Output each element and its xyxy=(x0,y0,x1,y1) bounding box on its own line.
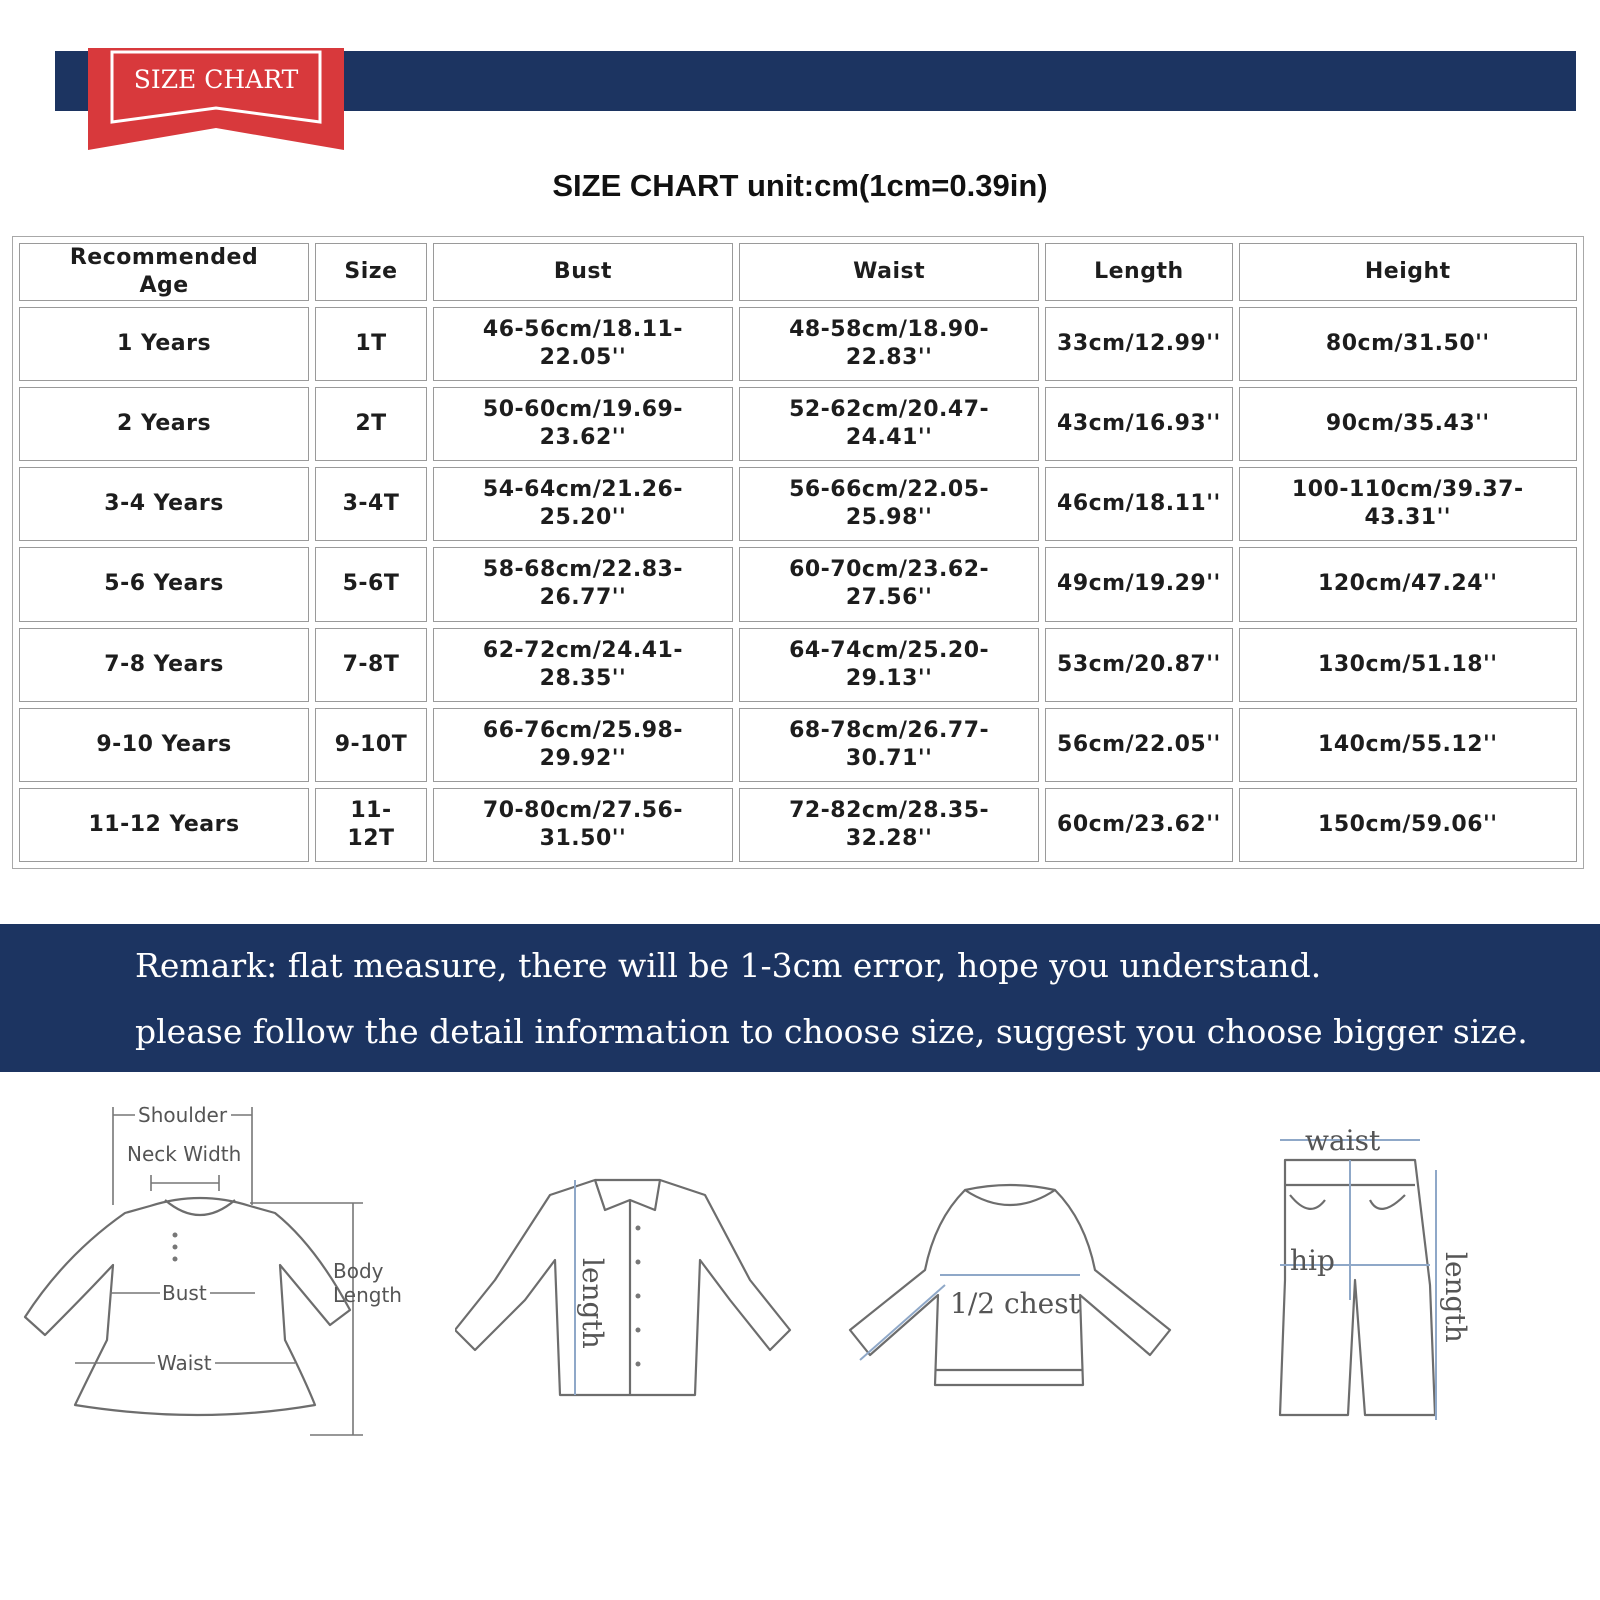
shirt-length-label: length xyxy=(576,1258,609,1349)
header-waist: Waist xyxy=(739,243,1039,301)
cell-length: 56cm/22.05'' xyxy=(1045,708,1232,782)
cell-height: 140cm/55.12'' xyxy=(1239,708,1577,782)
pants-length-label: length xyxy=(1439,1252,1472,1343)
cell-age: 2 Years xyxy=(19,387,309,461)
cell-age: 5-6 Years xyxy=(19,547,309,621)
cell-waist: 60-70cm/23.62-27.56'' xyxy=(739,547,1039,621)
cell-length: 53cm/20.87'' xyxy=(1045,628,1232,702)
pants-icon xyxy=(1260,1120,1500,1440)
cell-length: 49cm/19.29'' xyxy=(1045,547,1232,621)
remark-line-2: please follow the detail information to choose size, suggest you choose bigger size. xyxy=(135,1012,1528,1051)
cell-bust: 50-60cm/19.69-23.62'' xyxy=(433,387,733,461)
cell-size: 11-12T xyxy=(315,788,427,862)
cell-height: 150cm/59.06'' xyxy=(1239,788,1577,862)
cell-age: 7-8 Years xyxy=(19,628,309,702)
cell-waist: 68-78cm/26.77-30.71'' xyxy=(739,708,1039,782)
cell-height: 90cm/35.43'' xyxy=(1239,387,1577,461)
header-length: Length xyxy=(1045,243,1232,301)
shoulder-label: Shoulder xyxy=(138,1103,228,1127)
cell-size: 2T xyxy=(315,387,427,461)
waist-label: Waist xyxy=(157,1351,212,1375)
cell-size: 5-6T xyxy=(315,547,427,621)
table-row xyxy=(19,788,1577,862)
cell-height: 100-110cm/39.37-43.31'' xyxy=(1239,467,1577,541)
cell-length: 33cm/12.99'' xyxy=(1045,307,1232,381)
cell-bust: 62-72cm/24.41-28.35'' xyxy=(433,628,733,702)
cell-height: 130cm/51.18'' xyxy=(1239,628,1577,702)
chest-label: 1/2 chest xyxy=(950,1287,1080,1320)
table-row xyxy=(19,387,1577,461)
size-chart-ribbon xyxy=(88,48,344,150)
cell-bust: 46-56cm/18.11-22.05'' xyxy=(433,307,733,381)
dress-icon xyxy=(15,1095,415,1455)
cell-age: 3-4 Years xyxy=(19,467,309,541)
cell-age: 1 Years xyxy=(19,307,309,381)
table-row xyxy=(19,547,1577,621)
shirt-diagram xyxy=(455,1170,805,1410)
dress-diagram xyxy=(15,1095,415,1455)
cell-waist: 56-66cm/22.05-25.98'' xyxy=(739,467,1039,541)
header-age: Recommended Age xyxy=(19,243,309,301)
table-row xyxy=(19,628,1577,702)
neck-width-label: Neck Width xyxy=(127,1142,242,1166)
cell-bust: 66-76cm/25.98-29.92'' xyxy=(433,708,733,782)
cell-length: 60cm/23.62'' xyxy=(1045,788,1232,862)
cell-bust: 54-64cm/21.26-25.20'' xyxy=(433,467,733,541)
cell-waist: 64-74cm/25.20-29.13'' xyxy=(739,628,1039,702)
table-row xyxy=(19,467,1577,541)
cell-age: 11-12 Years xyxy=(19,788,309,862)
cell-waist: 48-58cm/18.90-22.83'' xyxy=(739,307,1039,381)
remark-line-1: Remark: flat measure, there will be 1-3cm error, hope you understand. xyxy=(135,946,1322,985)
cell-bust: 70-80cm/27.56-31.50'' xyxy=(433,788,733,862)
ribbon-label: SIZE CHART xyxy=(133,65,299,94)
cell-length: 43cm/16.93'' xyxy=(1045,387,1232,461)
table-row xyxy=(19,708,1577,782)
pants-waist-label: waist xyxy=(1305,1124,1381,1157)
chart-title: SIZE CHART unit:cm(1cm=0.39in) xyxy=(552,168,1048,203)
sweater-icon xyxy=(835,1180,1185,1410)
remark-banner xyxy=(0,924,1600,1072)
body-length-label-2: Length xyxy=(333,1283,402,1307)
cell-size: 7-8T xyxy=(315,628,427,702)
size-table xyxy=(12,236,1584,869)
cell-height: 80cm/31.50'' xyxy=(1239,307,1577,381)
cell-bust: 58-68cm/22.83-26.77'' xyxy=(433,547,733,621)
pants-diagram xyxy=(1260,1120,1500,1440)
cell-waist: 52-62cm/20.47-24.41'' xyxy=(739,387,1039,461)
cell-size: 1T xyxy=(315,307,427,381)
bust-label: Bust xyxy=(162,1281,207,1305)
cell-waist: 72-82cm/28.35-32.28'' xyxy=(739,788,1039,862)
pants-hip-label: hip xyxy=(1290,1244,1335,1277)
header-bust: Bust xyxy=(433,243,733,301)
sweater-diagram xyxy=(835,1180,1185,1410)
table-header-row xyxy=(19,243,1577,301)
cell-size: 3-4T xyxy=(315,467,427,541)
table-row xyxy=(19,307,1577,381)
cell-age: 9-10 Years xyxy=(19,708,309,782)
cell-size: 9-10T xyxy=(315,708,427,782)
shirt-icon xyxy=(455,1170,805,1410)
header-size: Size xyxy=(315,243,427,301)
header-height: Height xyxy=(1239,243,1577,301)
ribbon-shape xyxy=(88,48,344,150)
cell-height: 120cm/47.24'' xyxy=(1239,547,1577,621)
cell-length: 46cm/18.11'' xyxy=(1045,467,1232,541)
body-length-label-1: Body xyxy=(333,1259,384,1283)
